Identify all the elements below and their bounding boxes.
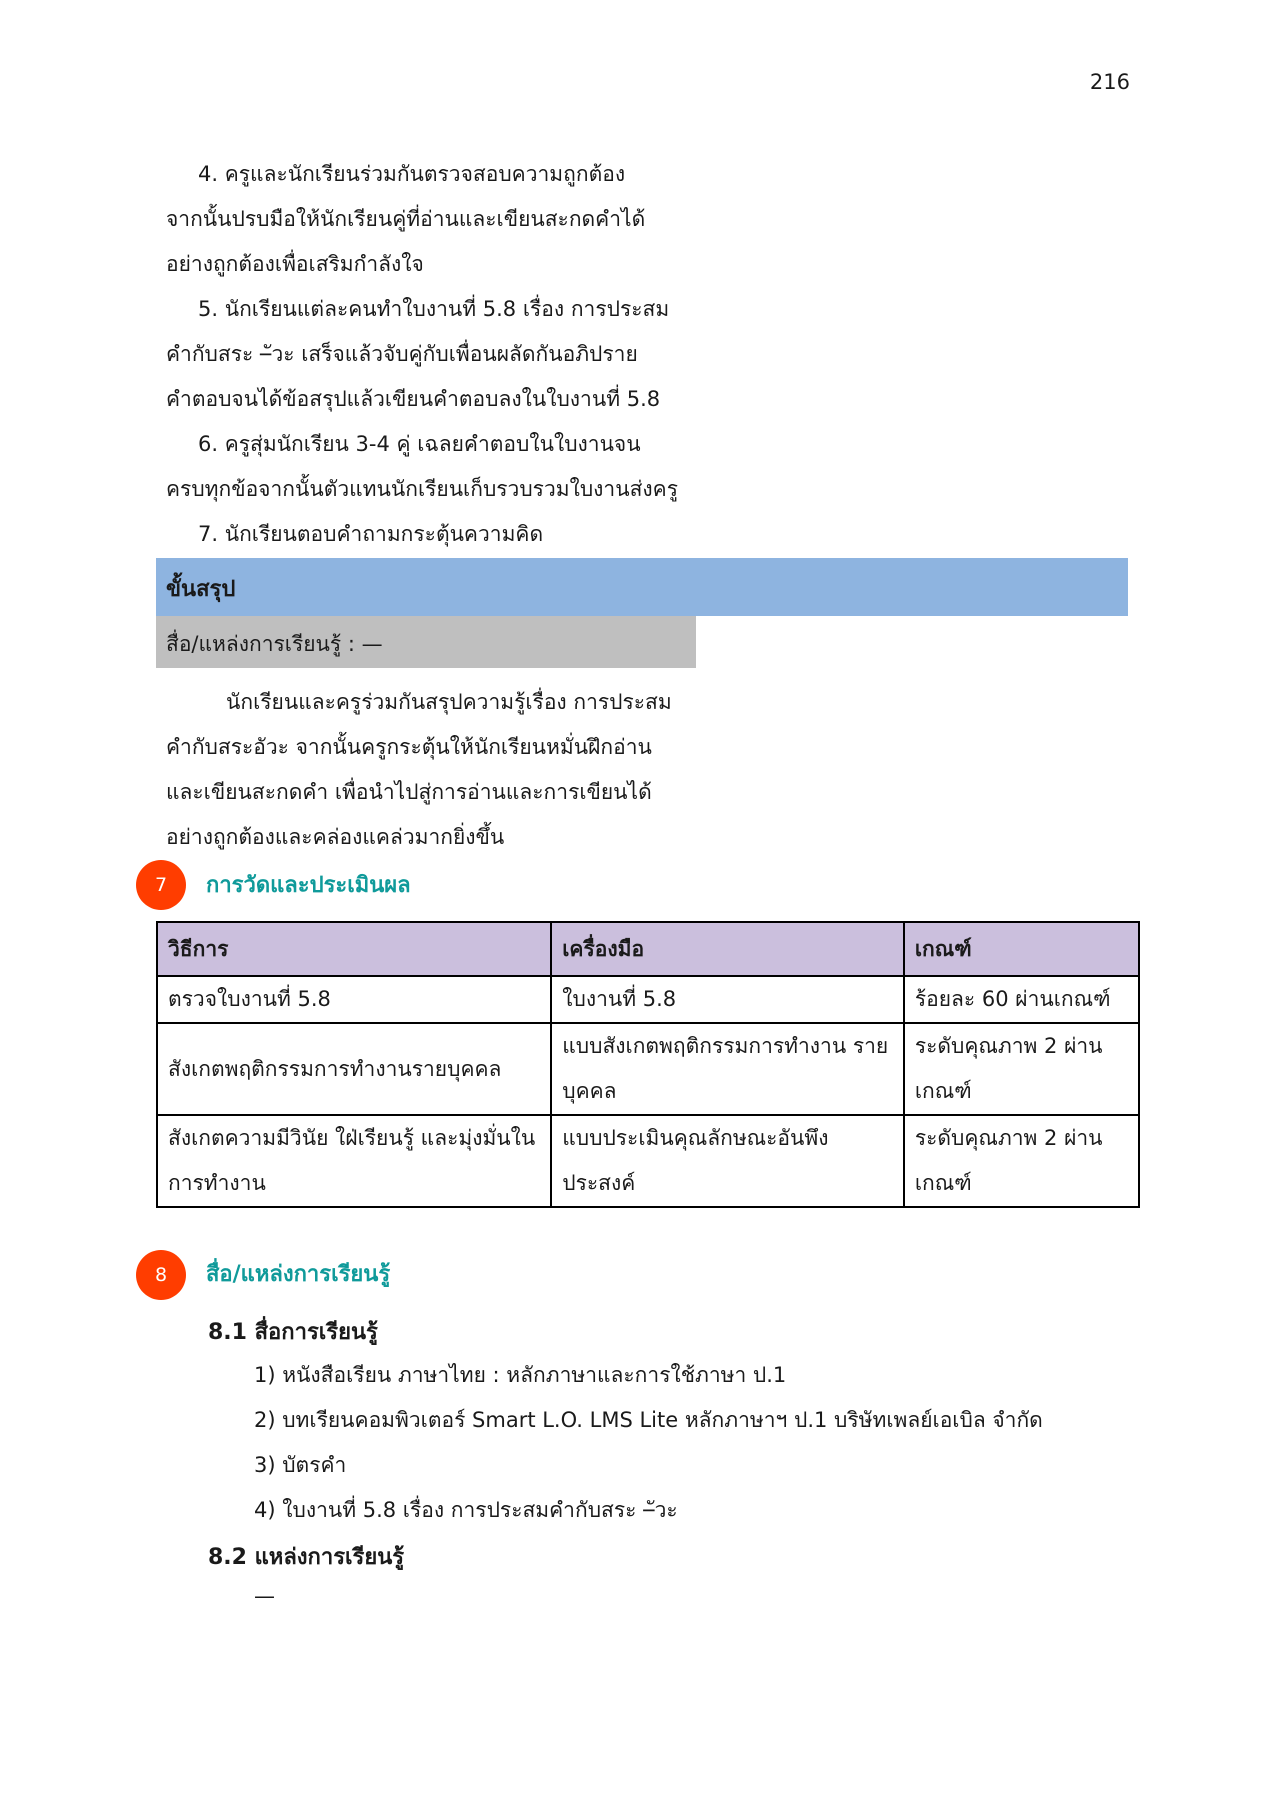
table-cell: ระดับคุณภาพ 2 ผ่าน เกณฑ์ bbox=[904, 1023, 1139, 1115]
table-cell: ใบงานที่ 5.8 bbox=[551, 976, 904, 1023]
paragraph-step-5 bbox=[166, 287, 706, 422]
text-line: คำกับสระ –ัวะ เสร็จแล้วจับคู่กับเพื่อนผลัดกันอภิปราย bbox=[166, 342, 638, 366]
table-cell: ตรวจใบงานที่ 5.8 bbox=[157, 976, 551, 1023]
section-number-badge: 8 bbox=[136, 1250, 186, 1300]
summary-heading: ขั้นสรุป bbox=[166, 577, 236, 602]
text-line: จากนั้นปรบมือให้นักเรียนคู่ที่อ่านและเขียนสะกดคำได้ bbox=[166, 207, 646, 231]
table-cell: สังเกตพฤติกรรมการทำงานรายบุคคล bbox=[157, 1023, 551, 1115]
table-row bbox=[157, 976, 1139, 1023]
table-cell: ร้อยละ 60 ผ่านเกณฑ์ bbox=[904, 976, 1139, 1023]
section-title: สื่อ/แหล่งการเรียนรู้ bbox=[206, 1262, 391, 1287]
section-number-badge: 7 bbox=[136, 860, 186, 910]
text-line: 5. นักเรียนแต่ละคนทำใบงานที่ 5.8 เรื่อง การประสม bbox=[198, 297, 670, 321]
table-header-cell: เครื่องมือ bbox=[551, 922, 904, 976]
text-line: และเขียนสะกดคำ เพื่อนำไปสู่การอ่านและการเขียนได้ bbox=[166, 780, 652, 804]
paragraph-step-4 bbox=[166, 152, 706, 287]
table-cell: แบบประเมินคุณลักษณะอันพึง ประสงค์ bbox=[551, 1115, 904, 1207]
text-line: อย่างถูกต้องเพื่อเสริมกำลังใจ bbox=[166, 252, 424, 276]
text-line: คำกับสระอัวะ จากนั้นครูกระตุ้นให้นักเรียนหมั่นฝึกอ่าน bbox=[166, 735, 652, 759]
list-item: — bbox=[254, 1584, 275, 1608]
text-line: อย่างถูกต้องและคล่องแคล่วมากยิ่งขึ้น bbox=[166, 825, 505, 849]
paragraph-step-7 bbox=[166, 512, 706, 557]
table-cell: ระดับคุณภาพ 2 ผ่าน เกณฑ์ bbox=[904, 1115, 1139, 1207]
text-line: 4. ครูและนักเรียนร่วมกันตรวจสอบความถูกต้อง bbox=[198, 162, 626, 186]
list-item: 3) บัตรคำ bbox=[254, 1453, 347, 1477]
text-line: ครบทุกข้อจากนั้นตัวแทนนักเรียนเก็บรวบรวมใบงานส่งครู bbox=[166, 477, 678, 501]
table-cell: แบบสังเกตพฤติกรรมการทำงาน รายบุคคล bbox=[551, 1023, 904, 1115]
table-cell: สังเกตความมีวินัย ใฝ่เรียนรู้ และมุ่งมั่นในการทำงาน bbox=[157, 1115, 551, 1207]
paragraph-step-6 bbox=[166, 422, 706, 512]
list-item: 2) บทเรียนคอมพิวเตอร์ Smart L.O. LMS Lite หลักภาษาฯ ป.1 บริษัทเพลย์เอเบิล จำกัด bbox=[254, 1408, 1043, 1432]
table-header-cell: วิธีการ bbox=[157, 922, 551, 976]
summary-media-label: สื่อ/แหล่งการเรียนรู้ : — bbox=[166, 632, 383, 656]
evaluation-table bbox=[156, 921, 1140, 1208]
subsection-title: 8.2 แหล่งการเรียนรู้ bbox=[208, 1545, 405, 1570]
summary-heading-bar bbox=[156, 558, 1128, 616]
table-row bbox=[157, 1115, 1139, 1207]
summary-paragraph bbox=[166, 680, 706, 860]
summary-media-bar bbox=[156, 616, 696, 668]
text-line: 7. นักเรียนตอบคำถามกระตุ้นความคิด bbox=[198, 522, 544, 546]
list-item: 1) หนังสือเรียน ภาษาไทย : หลักภาษาและการใช้ภาษา ป.1 bbox=[254, 1363, 787, 1387]
table-header-row bbox=[157, 922, 1139, 976]
text-line: คำตอบจนได้ข้อสรุปแล้วเขียนคำตอบลงในใบงานที่ 5.8 bbox=[166, 387, 661, 411]
text-line: 6. ครูสุ่มนักเรียน 3-4 คู่ เฉลยคำตอบในใบงานจน bbox=[198, 432, 641, 456]
subsection-title: 8.1 สื่อการเรียนรู้ bbox=[208, 1320, 378, 1345]
table-row bbox=[157, 1023, 1139, 1115]
page-number: 216 bbox=[1089, 70, 1130, 94]
table-header-cell: เกณฑ์ bbox=[904, 922, 1139, 976]
section-title: การวัดและประเมินผล bbox=[206, 873, 411, 898]
text-line: นักเรียนและครูร่วมกันสรุปความรู้เรื่อง การประสม bbox=[226, 690, 672, 714]
list-item: 4) ใบงานที่ 5.8 เรื่อง การประสมคำกับสระ –ัวะ bbox=[254, 1498, 678, 1522]
